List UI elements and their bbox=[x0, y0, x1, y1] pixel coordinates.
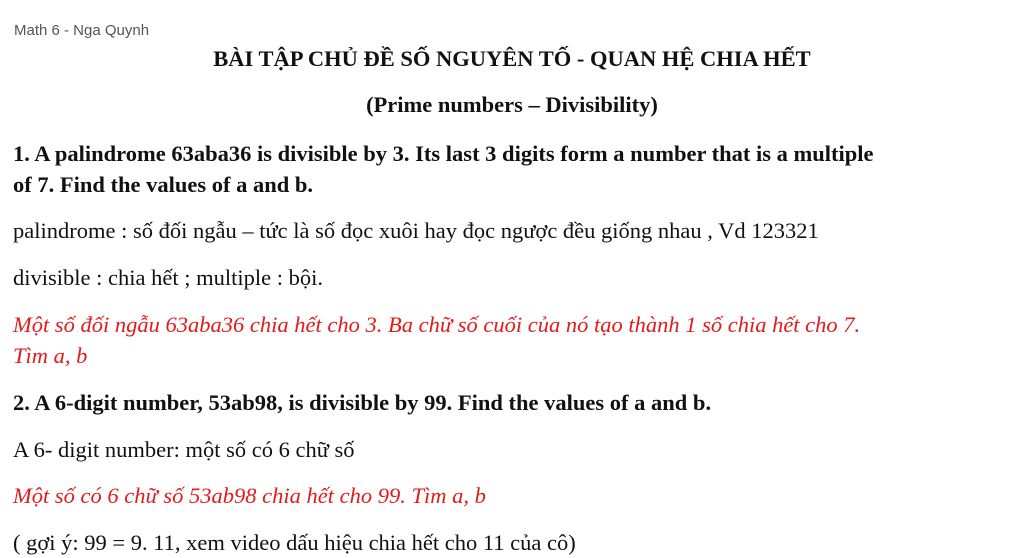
problem-1-vocab-1: palindrome : số đối ngẫu – tức là số đọc xuôi hay đọc ngược đều giống nhau , Vd 123321 bbox=[13, 218, 819, 243]
problem-1-vocab-2: divisible : chia hết ; multiple : bội. bbox=[13, 265, 323, 290]
problem-1-question-line-1: 1. A palindrome 63aba36 is divisible by 3. Its last 3 digits form a number that is a multiple bbox=[13, 141, 874, 166]
problem-2-translation: Một số có 6 chữ số 53ab98 chia hết cho 99. Tìm a, b bbox=[13, 483, 486, 508]
problem-2-hint: ( gợi ý: 99 = 9. 11, xem video dấu hiệu chia hết cho 11 của cô) bbox=[13, 530, 576, 555]
problem-1-question-line-2: of 7. Find the values of a and b. bbox=[13, 172, 314, 197]
page-subtitle: (Prime numbers – Divisibility) bbox=[366, 92, 658, 117]
page-title: BÀI TẬP CHỦ ĐỀ SỐ NGUYÊN TỐ - QUAN HỆ CHIA HẾT bbox=[213, 46, 811, 71]
header-note: Math 6 - Nga Quynh bbox=[14, 22, 150, 39]
problem-2-vocab: A 6- digit number: một số có 6 chữ số bbox=[13, 437, 355, 462]
problem-1-translation-line-1: Một số đối ngẫu 63aba36 chia hết cho 3. Ba chữ số cuối của nó tạo thành 1 số chia hết cho 7. bbox=[13, 312, 861, 337]
problem-1-translation-line-2: Tìm a, b bbox=[13, 343, 88, 368]
problem-2-question: 2. A 6-digit number, 53ab98, is divisible by 99. Find the values of a and b. bbox=[13, 390, 712, 415]
